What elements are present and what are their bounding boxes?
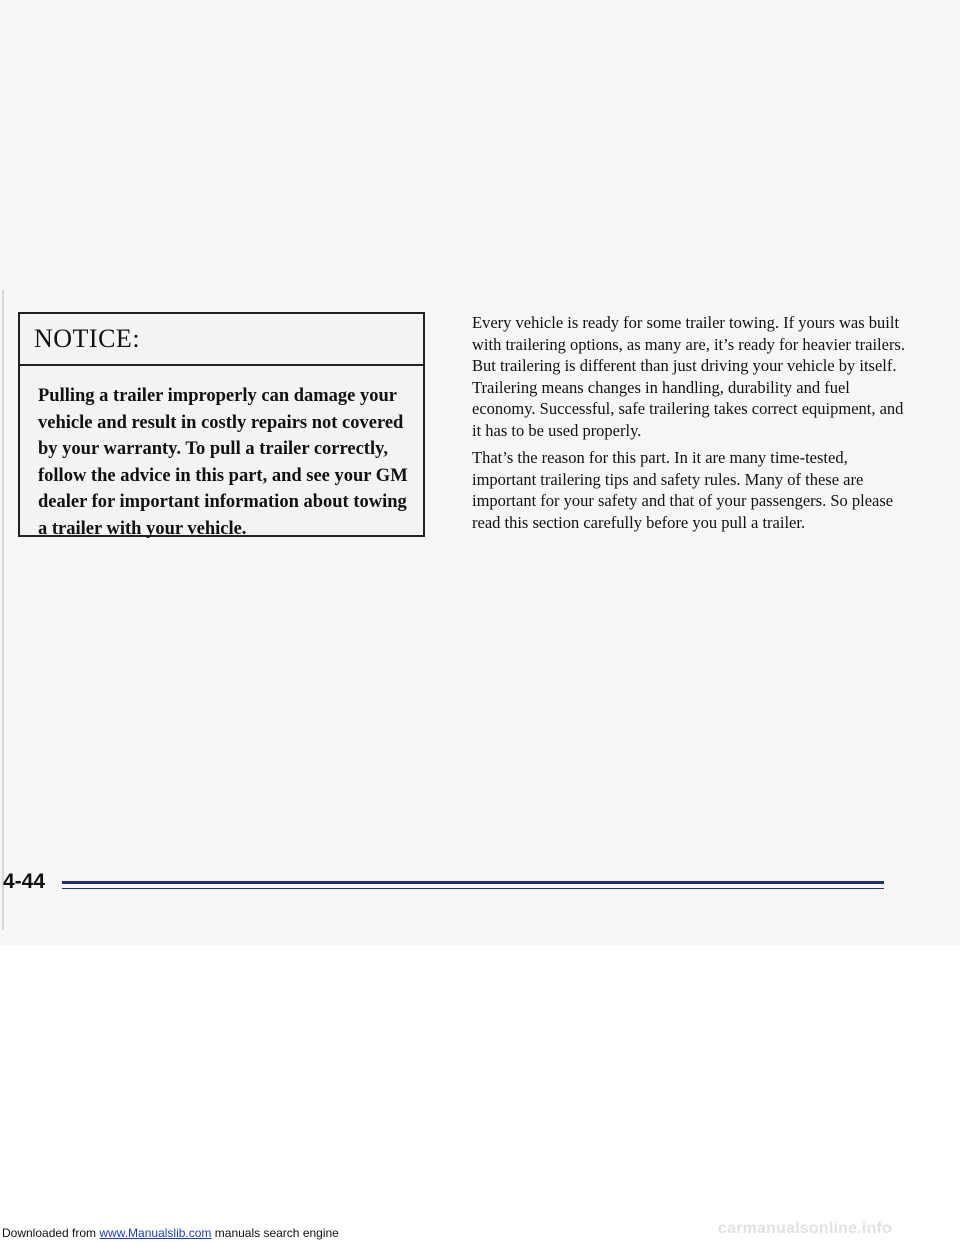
page-number: 4-44 xyxy=(3,870,46,893)
body-text-column xyxy=(472,312,912,539)
notice-box xyxy=(18,312,425,537)
footer-rule-thin xyxy=(62,888,884,889)
page-footer xyxy=(0,871,960,895)
footer-rule-thick xyxy=(62,881,884,884)
notice-header xyxy=(20,314,423,366)
paragraph-intro: Every vehicle is ready for some trailer towing. If yours was built with trailering options, as many are, it’s ready for heavier trailers. But trailering is different than just driving your vehicle by itself. Trailering means changes in handling, durability and fuel economy. Successful, safe trailering takes correct equipment, and it has to be used properly. xyxy=(472,313,905,440)
paragraph-reason: That’s the reason for this part. In it are many time-tested, important trailering tips and safety rules. Many of these are important for your safety and that of your passengers. So please read this section carefully before you pull a trailer. xyxy=(472,448,894,532)
download-credit xyxy=(2,1226,339,1240)
watermark-text: carmanualsonline.info xyxy=(718,1220,893,1237)
manualslib-link[interactable]: www.Manualslib.com xyxy=(99,1226,212,1240)
notice-title: NOTICE: xyxy=(34,324,141,353)
page-edge-shadow xyxy=(2,290,4,930)
notice-body: Pulling a trailer improperly can damage your vehicle and result in costly repairs not covered by your warranty. To pull a trailer correctly, follow the advice in this part, and see your GM dealer for important information about towing a trailer with your vehicle. xyxy=(38,386,408,539)
download-suffix: manuals search engine xyxy=(211,1226,339,1240)
download-prefix: Downloaded from xyxy=(2,1226,100,1240)
